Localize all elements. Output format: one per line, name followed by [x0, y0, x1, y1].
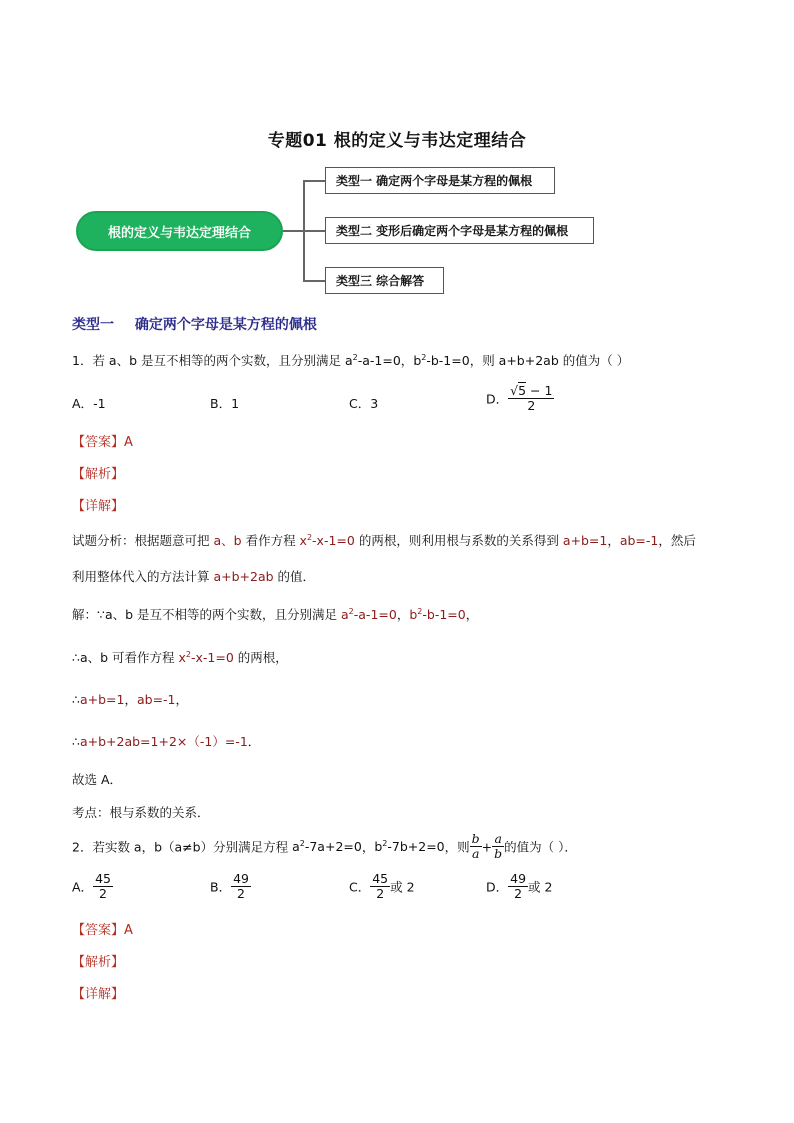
text: 的两根，则利用根与系数的关系得到 — [354, 533, 563, 548]
mindmap-root: 根的定义与韦达定理结合 — [76, 211, 283, 251]
q2-eq2-a: b — [374, 839, 383, 855]
q1-eq2-sup: 2 — [421, 353, 427, 362]
math: ab=-1 — [136, 692, 176, 707]
q1-detail-tag: 【详解】 — [72, 499, 125, 514]
q1-explanation-line-1 — [72, 533, 696, 548]
text: ， — [607, 533, 620, 548]
q2-detail-tag: 【详解】 — [72, 987, 125, 1002]
math — [409, 607, 465, 622]
fraction-numerator: b — [471, 831, 480, 846]
section-heading — [72, 314, 317, 334]
q1-solution-line-3 — [72, 692, 188, 707]
math-x: x — [299, 533, 307, 548]
plus-sign: + — [481, 839, 493, 855]
q1-stem-text: 1．若 a、b 是互不相等的两个实数，且分别满足 — [72, 353, 345, 368]
math-x: x — [178, 650, 186, 665]
q1-solution-line-4 — [72, 734, 260, 749]
q2-option-c — [349, 872, 415, 902]
fraction-denominator: 2 — [237, 886, 245, 902]
math-a: a — [341, 607, 349, 622]
q1-key-point: 考点：根与系数的关系． — [72, 805, 210, 820]
q1-solution-line-1 — [72, 607, 478, 622]
q2-eq2-sup: 2 — [382, 839, 388, 849]
q1-solution-line-2 — [72, 650, 288, 665]
section-heading-type: 类型一 — [72, 317, 114, 333]
fraction-numerator: 45 — [372, 871, 389, 886]
option-value: 3 — [370, 396, 379, 411]
answer-value: A — [124, 923, 133, 938]
text: ， — [465, 607, 479, 622]
fraction-numerator — [508, 384, 554, 399]
text: 解：∵a、b 是互不相等的两个实数，且分别满足 — [72, 607, 341, 622]
q2-stem-mid: ，则 — [444, 839, 470, 855]
q1-stem — [72, 353, 629, 368]
q1-option-c — [349, 396, 378, 411]
q2-option-b — [210, 872, 251, 902]
math-sup: 2 — [306, 533, 313, 542]
fraction-numerator: 49 — [510, 871, 527, 886]
q1-eq1 — [345, 353, 401, 368]
text: 利用整体代入的方法计算 — [72, 569, 214, 584]
text: 的值． — [273, 569, 316, 584]
text: ． — [247, 734, 261, 749]
q2-eq2-b: -7b+2=0 — [387, 839, 445, 855]
answer-tag: 【答案】 — [72, 923, 125, 938]
connector-branch-2 — [303, 230, 325, 232]
q2-eq1-a: a — [292, 839, 300, 855]
fraction-denominator: a — [471, 846, 480, 862]
option-label: B． — [210, 879, 232, 895]
q1-eq1-b: -a-1=0 — [357, 353, 401, 368]
q2-analysis-tag: 【解析】 — [72, 955, 125, 970]
q1-sep: ， — [400, 353, 414, 368]
math-b: b — [409, 607, 418, 622]
section-heading-title: 确定两个字母是某方程的佩根 — [134, 317, 317, 333]
math: a+b=1 — [79, 692, 125, 707]
q1-eq2-b: -b-1=0 — [426, 353, 470, 368]
option-label: A． — [72, 396, 94, 411]
q2-option-d — [486, 872, 552, 902]
mindmap-branch-1: 类型一 确定两个字母是某方程的佩根 — [325, 167, 555, 194]
q1-analysis-tag: 【解析】 — [72, 467, 125, 482]
text: ， — [175, 692, 189, 707]
math-rest: -x-1=0 — [312, 533, 355, 548]
math-sup: 2 — [417, 607, 423, 616]
math: a+b+2ab — [213, 569, 274, 584]
text: ∴ — [72, 692, 80, 707]
option-fraction — [508, 872, 528, 902]
q1-option-a — [72, 396, 106, 411]
q2-sep: ， — [361, 839, 375, 855]
q2-answer — [72, 919, 133, 938]
q2-fraction-b-over-a — [470, 832, 482, 862]
math: a+b=1 — [562, 533, 608, 548]
mindmap-branch-3: 类型三 综合解答 — [325, 267, 444, 294]
q1-answer — [72, 431, 133, 450]
q1-option-d — [486, 384, 554, 414]
option-value: 1 — [231, 396, 240, 411]
text: 看作方程 — [241, 533, 300, 548]
q2-eq1 — [292, 839, 362, 854]
math-sup: 2 — [348, 607, 354, 616]
option-fraction — [93, 872, 113, 902]
option-label: D． — [486, 391, 509, 407]
answer-value: A — [124, 435, 133, 450]
option-label: C． — [349, 396, 371, 411]
math-sup: 2 — [185, 650, 191, 659]
q2-eq2 — [374, 839, 444, 854]
option-label: C． — [349, 879, 371, 895]
fraction-numerator: 45 — [95, 871, 111, 886]
q1-stem-end: ，则 a+b+2ab 的值为（ ） — [469, 353, 630, 368]
q2-fraction-a-over-b — [492, 832, 504, 862]
page-title: 专题01 根的定义与韦达定理结合 — [267, 131, 527, 151]
math-rest: -x-1=0 — [191, 650, 234, 665]
q1-option-d-fraction — [508, 384, 554, 414]
math: a、b — [213, 533, 242, 548]
option-fraction — [370, 872, 390, 902]
math-rest: -b-1=0 — [422, 607, 466, 622]
q2-eq1-sup: 2 — [299, 839, 305, 849]
text: ∴ — [72, 734, 80, 749]
math-rest: -a-1=0 — [353, 607, 397, 622]
numerator-rest: − 1 — [526, 383, 553, 398]
q1-eq2-a: b — [413, 353, 422, 368]
connector-horizontal — [283, 230, 303, 232]
option-label: A． — [72, 879, 94, 895]
q1-choose: 故选 A． — [72, 772, 123, 787]
mindmap-branch-2: 类型二 变形后确定两个字母是某方程的佩根 — [325, 217, 594, 244]
math — [341, 607, 397, 622]
q2-stem-text: 2．若实数 a，b（a≠b）分别满足方程 — [72, 839, 293, 855]
sqrt-sign: √ — [510, 383, 519, 398]
math — [300, 533, 355, 548]
text: 的两根， — [233, 650, 288, 665]
option-label: D． — [486, 879, 509, 895]
math — [179, 650, 234, 665]
q1-eq2 — [413, 353, 469, 368]
math: ab=-1 — [619, 533, 659, 548]
q2-option-a — [72, 872, 113, 902]
answer-tag: 【答案】 — [72, 435, 125, 450]
option-label: B． — [210, 396, 232, 411]
fraction-denominator: 2 — [527, 398, 536, 414]
math: a+b+2ab=1+2×（-1）=-1 — [79, 734, 248, 749]
q1-eq1-a: a — [344, 353, 353, 368]
fraction-denominator: 2 — [376, 886, 385, 902]
option-tail: 或 2 — [390, 879, 415, 895]
fraction-numerator: a — [494, 831, 502, 846]
q2-stem — [72, 832, 577, 862]
text: ∴a、b 可看作方程 — [72, 650, 179, 665]
fraction-denominator: b — [494, 846, 503, 862]
text: ， — [396, 607, 410, 622]
q2-eq1-b: -7a+2=0 — [304, 839, 362, 855]
option-value: -1 — [93, 396, 106, 411]
q2-stem-end: 的值为（ ）． — [504, 839, 577, 855]
fraction-denominator: 2 — [514, 886, 523, 902]
text: ，然后 — [658, 533, 696, 548]
q1-option-b — [210, 396, 239, 411]
connector-branch-1 — [303, 180, 325, 182]
option-fraction — [231, 872, 251, 902]
sqrt-radicand: 5 — [518, 383, 527, 398]
fraction-denominator: 2 — [99, 886, 107, 902]
q1-explanation-line-2 — [72, 569, 315, 584]
text: ， — [124, 692, 137, 707]
text: 试题分析：根据题意可把 — [72, 533, 214, 548]
fraction-numerator: 49 — [233, 871, 249, 886]
option-tail: 或 2 — [528, 879, 553, 895]
q1-eq1-sup: 2 — [352, 353, 358, 362]
connector-branch-3 — [303, 280, 325, 282]
